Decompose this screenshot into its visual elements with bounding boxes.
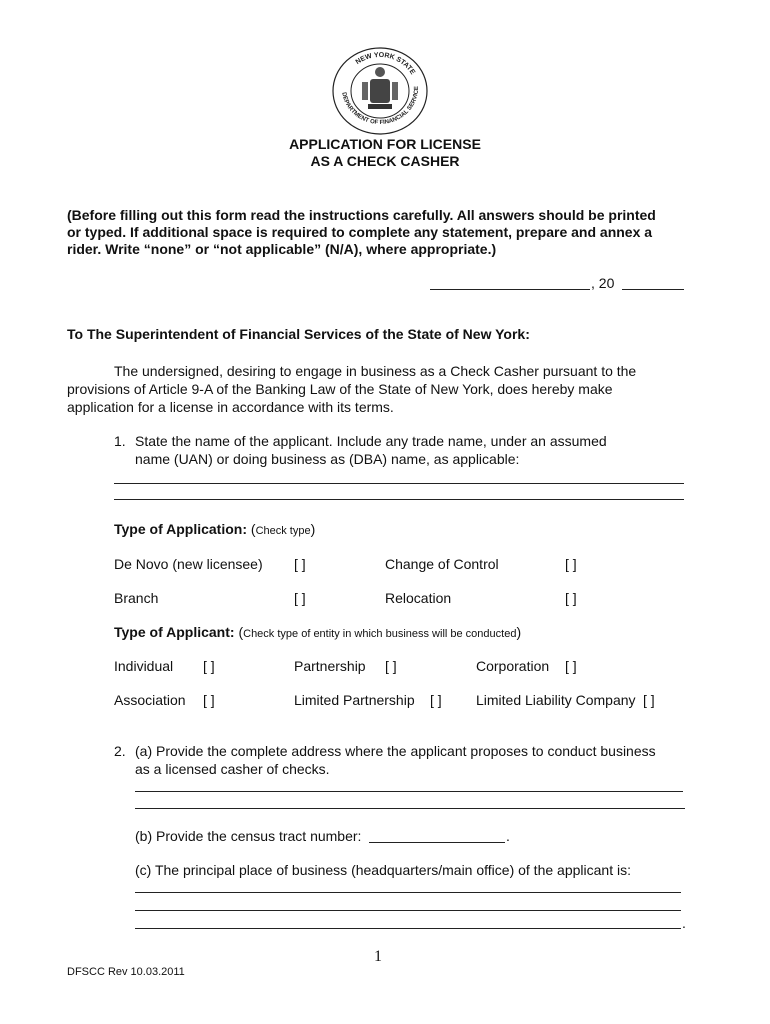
applicant-llc-checkbox[interactable]: [ ]	[643, 692, 655, 708]
applicant-individual-checkbox[interactable]: [ ]	[203, 658, 215, 674]
date-year-prefix: , 20	[591, 275, 615, 291]
type-of-applicant-hint: Check type of entity in which business will be conducted	[243, 628, 517, 640]
q2-number: 2.	[114, 743, 126, 759]
form-title-line-2: AS A CHECK CASHER	[310, 153, 460, 169]
q1-text-line-1: State the name of the applicant. Include any trade name, under an assumed	[135, 433, 607, 449]
applicant-corporation-label: Corporation	[476, 658, 550, 674]
option-de-novo-checkbox[interactable]: [ ]	[294, 556, 306, 572]
q2b-period: .	[506, 828, 510, 844]
q2a-text-line-2: as a licensed casher of checks.	[135, 761, 330, 777]
page-number: 1	[374, 948, 382, 965]
form-revision: DFSCC Rev 10.03.2011	[67, 966, 185, 978]
year-blank[interactable]	[622, 289, 684, 290]
q2a-text-line-1: (a) Provide the complete address where the applicant proposes to conduct business	[135, 743, 656, 759]
business-address-field-1[interactable]	[135, 791, 683, 792]
applicant-name-field-2[interactable]	[114, 499, 684, 500]
option-change-of-control-checkbox[interactable]: [ ]	[565, 556, 577, 572]
option-branch-checkbox[interactable]: [ ]	[294, 590, 306, 606]
intro-line-2: provisions of Article 9-A of the Banking Law of the State of New York, does hereby make	[67, 381, 613, 397]
intro-line-3: application for a license in accordance with its terms.	[67, 399, 394, 415]
type-of-applicant-heading: Type of Applicant: (Check type of entity in which business will be conducted)	[114, 624, 522, 640]
q2b-label: (b) Provide the census tract number:	[135, 828, 362, 844]
business-address-field-2[interactable]	[135, 808, 685, 809]
date-blank[interactable]	[430, 289, 590, 290]
applicant-llc-label: Limited Liability Company	[476, 692, 636, 708]
census-tract-field[interactable]	[369, 842, 505, 843]
applicant-association-checkbox[interactable]: [ ]	[203, 692, 215, 708]
svg-text:NEW YORK STATE: NEW YORK STATE	[354, 51, 416, 77]
principal-place-field-2[interactable]	[135, 910, 681, 911]
applicant-association-label: Association	[114, 692, 186, 708]
applicant-name-field-1[interactable]	[114, 483, 684, 484]
q1-text-line-2: name (UAN) or doing business as (DBA) name, as applicable:	[135, 451, 520, 467]
option-relocation-label: Relocation	[385, 590, 452, 606]
svg-text:DEPARTMENT OF FINANCIAL SERVIC: DEPARTMENT OF FINANCIAL SERVICE	[340, 86, 421, 127]
applicant-corporation-checkbox[interactable]: [ ]	[565, 658, 577, 674]
instructions-line-3: rider. Write “none” or “not applicable” (N/A), where appropriate.)	[67, 241, 497, 257]
option-de-novo-label: De Novo (new licensee)	[114, 556, 263, 572]
type-of-application-hint: Check type	[255, 525, 311, 537]
q1-number: 1.	[114, 433, 126, 449]
form-title-line-1: APPLICATION FOR LICENSE	[289, 136, 481, 152]
addressee-heading: To The Superintendent of Financial Services of the State of New York:	[67, 326, 530, 342]
intro-line-1: The undersigned, desiring to engage in business as a Check Casher pursuant to the	[114, 363, 637, 379]
applicant-limited-partnership-checkbox[interactable]: [ ]	[430, 692, 442, 708]
option-relocation-checkbox[interactable]: [ ]	[565, 590, 577, 606]
instructions-line-1: (Before filling out this form read the instructions carefully. All answers should be printed	[67, 207, 656, 223]
principal-place-field-1[interactable]	[135, 892, 681, 893]
instructions-line-2: or typed. If additional space is required to complete any statement, prepare and annex a	[67, 224, 653, 240]
q2c-period: .	[682, 915, 686, 931]
applicant-partnership-checkbox[interactable]: [ ]	[385, 658, 397, 674]
q2c-label: (c) The principal place of business (headquarters/main office) of the applicant is:	[135, 862, 631, 878]
type-of-application-heading: Type of Application: (Check type)	[114, 521, 316, 537]
option-change-of-control-label: Change of Control	[385, 556, 499, 572]
principal-place-field-3[interactable]	[135, 928, 681, 929]
applicant-limited-partnership-label: Limited Partnership	[294, 692, 415, 708]
option-branch-label: Branch	[114, 590, 159, 606]
applicant-partnership-label: Partnership	[294, 658, 366, 674]
state-seal-logo	[330, 46, 430, 136]
applicant-individual-label: Individual	[114, 658, 174, 674]
